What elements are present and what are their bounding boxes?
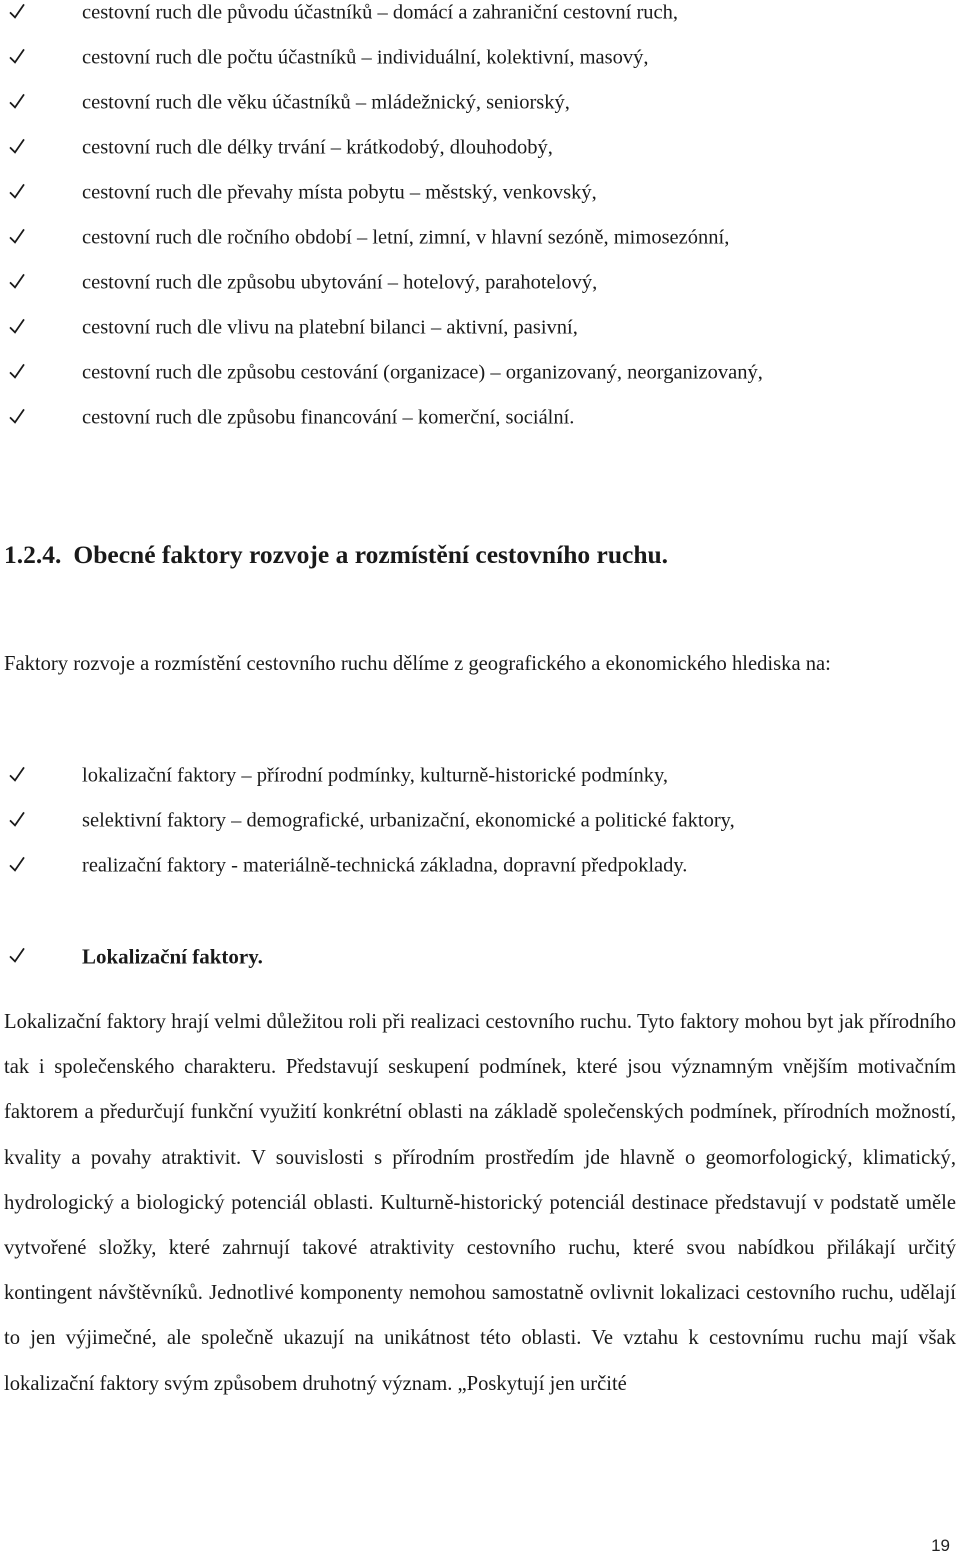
- list-item-text: cestovní ruch dle věku účastníků – mládežnický, seniorský,: [82, 91, 570, 114]
- checkmark-icon: [9, 363, 25, 379]
- section-heading: [4, 540, 668, 570]
- section-title: Obecné faktory rozvoje a rozmístění cestovního ruchu.: [73, 540, 669, 569]
- body-paragraph: Lokalizační faktory hrají velmi důležitou roli při realizaci cestovního ruchu. Tyto faktory mohou byt jak přírodního tak i společenského charakteru. Představují seskupení podmínek, které jsou významným vnějším motivačním faktorem a předurčují funkční využití konkrétní oblasti na základě společenských podmínek, přírodních možností, kvality a povahy atraktivit. V souvislosti s přírodním prostředím jde hlavně o geomorfologický, klimatický, hydrologický a biologický potenciál oblasti. Kulturně-historický potenciál destinace představují v podstatě uměle vytvořené složky, které zahrnují takové atraktivity cestovního ruchu, které svou nabídkou přilákají určitý kontingent návštěvníků. Jednotlivé komponenty nemohou samostatně ovlivnit lokalizaci cestovního ruchu, udělají to jen výjimečné, ale společně ukazují na unikátnost této oblasti. Ve vztahu k cestovnímu ruchu mají však lokalizační faktory svým způsobem druhotný význam. „Poskytují jen určité: [4, 1011, 956, 1395]
- list-item-text: cestovní ruch dle způsobu financování – komerční, sociální.: [82, 406, 575, 429]
- checkmark-icon: [9, 811, 25, 827]
- list-item-text: cestovní ruch dle délky trvání – krátkodobý, dlouhodobý,: [82, 136, 553, 159]
- list-item-text: cestovní ruch dle ročního období – letní, zimní, v hlavní sezóně, mimosezónní,: [82, 226, 730, 249]
- intro-paragraph: Faktory rozvoje a rozmístění cestovního ruchu dělíme z geografického a ekonomického hlediska na:: [4, 653, 831, 675]
- checkmark-icon: [9, 947, 25, 963]
- checkmark-icon: [9, 138, 25, 154]
- checkmark-icon: [9, 48, 25, 64]
- subheading-text: Lokalizační faktory.: [82, 944, 263, 969]
- checkmark-icon: [9, 228, 25, 244]
- list-item-text: cestovní ruch dle původu účastníků – domácí a zahraniční cestovní ruch,: [82, 1, 679, 24]
- checkmark-icon: [9, 93, 25, 109]
- list-item-text: lokalizační faktory – přírodní podmínky, kulturně-historické podmínky,: [82, 764, 669, 787]
- list-item-text: cestovní ruch dle vlivu na platební bilanci – aktivní, pasivní,: [82, 316, 578, 339]
- list-item-text: selektivní faktory – demografické, urbanizační, ekonomické a politické faktory,: [82, 809, 735, 832]
- list-item-text: cestovní ruch dle počtu účastníků – individuální, kolektivní, masový,: [82, 46, 649, 69]
- list-item-text: realizační faktory - materiálně-technická základna, dopravní předpoklady.: [82, 854, 688, 877]
- list-item-text: cestovní ruch dle způsobu ubytování – hotelový, parahotelový,: [82, 271, 598, 294]
- section-number: 1.2.4.: [4, 540, 62, 569]
- checkmark-icon: [9, 766, 25, 782]
- list-item-text: cestovní ruch dle způsobu cestování (organizace) – organizovaný, neorganizovaný,: [82, 361, 763, 384]
- checkmark-icon: [9, 273, 25, 289]
- checkmark-icon: [9, 183, 25, 199]
- checkmark-icon: [9, 408, 25, 424]
- page-number: 19: [931, 1536, 950, 1555]
- checkmark-icon: [9, 3, 25, 19]
- list-item-text: cestovní ruch dle převahy místa pobytu – městský, venkovský,: [82, 181, 597, 204]
- checkmark-icon: [9, 856, 25, 872]
- checkmark-icon: [9, 318, 25, 334]
